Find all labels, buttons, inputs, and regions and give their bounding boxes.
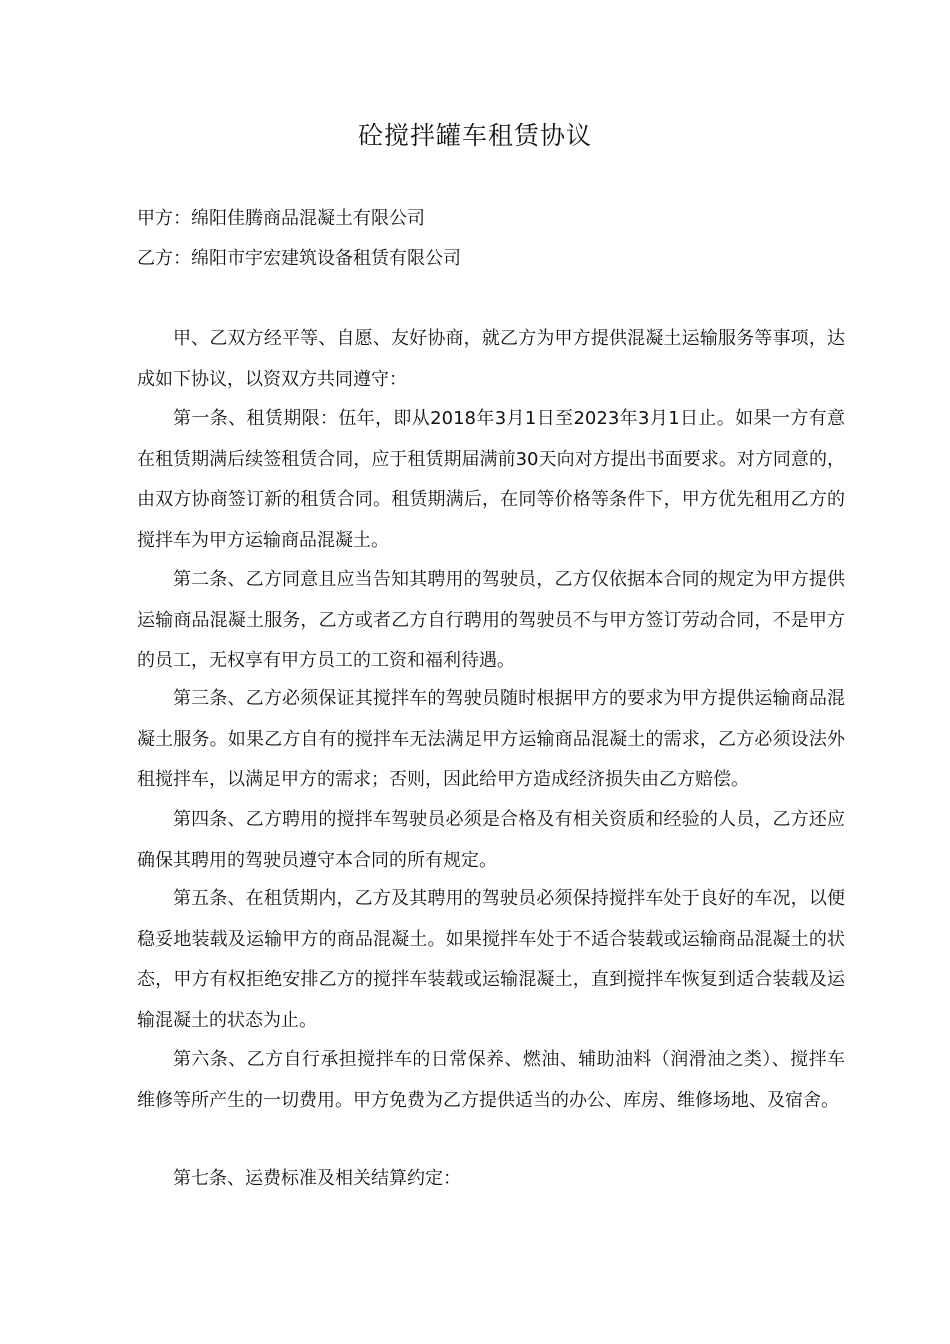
party-b-line: 乙方：绵阳市宇宏建筑设备租赁有限公司 xyxy=(137,248,461,269)
party-a-line: 甲方：绵阳佳腾商品混凝土有限公司 xyxy=(137,208,425,229)
article-5-paragraph: 第五条、在租赁期内，乙方及其聘用的驾驶员必须保持搅拌车处于良好的车况，以便稳妥地装载及运输甲方的商品混凝土。如果搅拌车处于不适合装载或运输商品混凝土的状态，甲方有权拒绝安排乙方的搅拌车装载或运输混凝土，直到搅拌车恢复到适合装载及运输混凝土的状态为止。 xyxy=(137,888,845,1031)
article-3-paragraph: 第三条、乙方必须保证其搅拌车的驾驶员随时根据甲方的要求为甲方提供运输商品混凝土服务。如果乙方自有的搅拌车无法满足甲方运输商品混凝土的需求，乙方必须设法外租搅拌车，以满足甲方的需求；否则，因此给甲方造成经济损失由乙方赔偿。 xyxy=(137,688,845,790)
article-7-paragraph: 第七条、运费标准及相关结算约定： xyxy=(173,1168,461,1189)
article-6-paragraph: 第六条、乙方自行承担搅拌车的日常保养、燃油、辅助油料（润滑油之类）、搅拌车维修等所产生的一切费用。甲方免费为乙方提供适当的办公、库房、维修场地、及宿舍。 xyxy=(137,1049,845,1111)
article-4-paragraph: 第四条、乙方聘用的搅拌车驾驶员必须是合格及有相关资质和经验的人员，乙方还应确保其聘用的驾驶员遵守本合同的所有规定。 xyxy=(137,809,845,871)
article-1-paragraph: 第一条、租赁期限：伍年，即从2018年3月1日至2023年3月1日止。如果一方有意在租赁期满后续签租赁合同，应于租赁期届满前30天向对方提出书面要求。对方同意的，由双方协商签订新的租赁合同。租赁期满后，在同等价格等条件下，甲方优先租用乙方的搅拌车为甲方运输商品混凝土。 xyxy=(137,408,845,551)
intro-paragraph: 甲、乙双方经平等、自愿、友好协商，就乙方为甲方提供混凝土运输服务等事项，达成如下协议，以资双方共同遵守： xyxy=(137,328,845,390)
document-title: 砼搅拌罐车租赁协议 xyxy=(357,121,592,150)
article-2-paragraph: 第二条、乙方同意且应当告知其聘用的驾驶员，乙方仅依据本合同的规定为甲方提供运输商品混凝土服务，乙方或者乙方自行聘用的驾驶员不与甲方签订劳动合同，不是甲方的员工，无权享有甲方员工的工资和福利待遇。 xyxy=(137,569,845,671)
